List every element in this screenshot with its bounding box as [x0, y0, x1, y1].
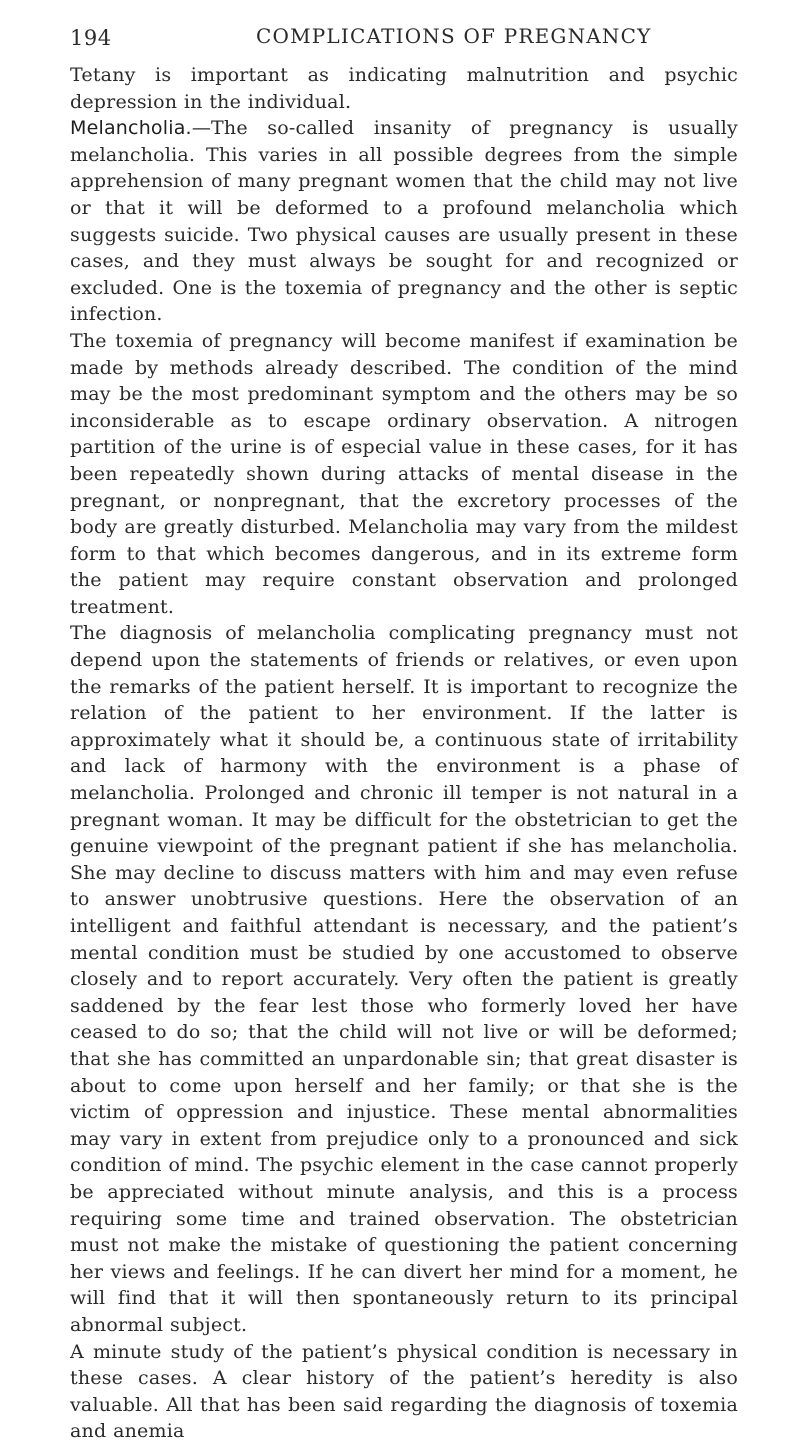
page-number: 194 [70, 26, 112, 50]
paragraph-text: The diagnosis of melancholia complicating pregnancy must not depend upon the statements of friends or relatives, or even upon the remarks of the patient herself. It is important to recognize the relation of the patient to her environment. If the latter is approximately what it should be, a continuous state of irritability and lack of harmony with the environment is a phase of melancholia. Prolonged and chronic ill temper is not natural in a pregnant woman. It may be difficult for the obstetrician to get the genuine viewpoint of the pregnant patient if she has melancholia. She may decline to discuss matters with him and may even refuse to answer unobtrusive questions. Here the observation of an intelligent and faithful attendant is necessary, and the patient’s mental condition must be studied by one accustomed to observe closely and to report accurately. Very often the patient is greatly saddened by the fear lest those who formerly loved her have ceased to do so; that the child will not live or will be deformed; that she has committed an unpardonable sin; that great disaster is about to come upon herself and her family; or that she is the victim of oppression and injustice. These mental abnormalities may vary in extent from prejudice only to a pronounced and sick condition of mind. The psychic element in the case cannot properly be appreciated without minute analysis, and this is a process requiring some time and trained observation. The obstetrician must not make the mistake of questioning the patient concerning her views and feelings. If he can divert her mind for a moment, he will find that it will then spontaneously return to its principal abnormal subject. [70, 622, 738, 1336]
paragraph-text: —The so-called insanity of pregnancy is usually melancholia. This varies in all possible degrees from the simple apprehension of many pregnant women that the child may not live or that it will be deformed to a profound melancholia which suggests suicide. Two physical causes are usually present in these cases, and they must always be sought for and recognized or excluded. One is the toxemia of pregnancy and the other is septic infection. [70, 117, 738, 326]
paragraph-melancholia [70, 115, 738, 328]
running-head: COMPLICATIONS OF PREGNANCY [256, 24, 652, 48]
paragraph-diagnosis [70, 620, 738, 1338]
paragraph-physical-study [70, 1339, 738, 1445]
paragraph-text: A minute study of the patient’s physical condition is necessary in these cases. A clear history of the patient’s heredity is also valuable. All that has been said regarding the diagnosis of toxemia and anemia [70, 1340, 738, 1443]
body-text [70, 62, 738, 1445]
paragraph-tetany [70, 62, 738, 115]
paragraph-toxemia [70, 328, 738, 621]
paragraph-text: Tetany is important as indicating malnutrition and psychic depression in the individual. [70, 64, 738, 113]
section-heading-melancholia: Melancholia. [70, 117, 192, 140]
page-header [70, 18, 738, 52]
paragraph-text: The toxemia of pregnancy will become manifest if examination be made by methods already described. The condition of the mind may be the most predominant symptom and the others may be so inconsiderable as to escape ordinary observation. A nitrogen partition of the urine is of especial value in these cases, for it has been repeatedly shown during attacks of mental disease in the pregnant, or nonpregnant, that the excretory processes of the body are greatly disturbed. Melancholia may vary from the mildest form to that which becomes dangerous, and in its extreme form the patient may require constant observation and prolonged treatment. [70, 329, 738, 618]
